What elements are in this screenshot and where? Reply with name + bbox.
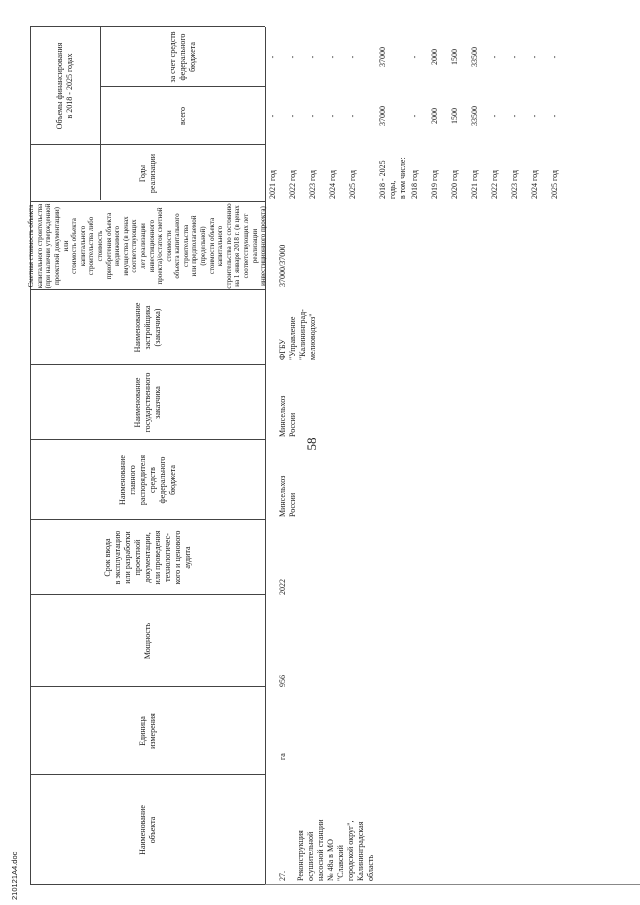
header-developer: Наименование застройщика (заказчика) (132, 302, 162, 353)
prev-row-federal: - (288, 55, 297, 59)
item-row-federal: - (530, 55, 539, 59)
item-developer: ФГБУ "Управление "Калининград- мелиоводхоз" (278, 309, 317, 360)
item-row-year: 2025 год (550, 170, 559, 199)
prev-row-total: - (308, 114, 317, 118)
item-row-total: - (510, 114, 519, 118)
prev-row-year: 2025 год (348, 170, 357, 199)
prev-row-federal: - (328, 55, 337, 59)
item-object-name: Реконструкция осушительной насосной станции № 48а в МО "Славский городской округ", Калининградская область (296, 819, 375, 881)
item-row-year: 2024 год (530, 170, 539, 199)
item-row-federal: 1500 (450, 49, 459, 65)
item-row-year: 2019 год (430, 170, 439, 199)
item-row-total: - (490, 114, 499, 118)
item-row-federal: - (510, 55, 519, 59)
item-unit: га (278, 753, 287, 760)
body-left-border (265, 884, 640, 885)
item-row-federal: - (550, 55, 559, 59)
prev-row-year: 2022 год (288, 170, 297, 199)
item-row-year: 2018 - 2025 годы, в том числе: (378, 157, 407, 199)
file-name-footer: 210121А4.doc (10, 851, 19, 900)
header-bottom-border (265, 27, 266, 885)
item-budget-manager: Минсельхоз России (278, 475, 297, 517)
item-row-federal: - (490, 55, 499, 59)
header-funding-total: всего (177, 107, 187, 126)
prev-row-total: - (268, 114, 277, 118)
prev-row-federal: - (348, 55, 357, 59)
item-row-year: 2022 год (490, 170, 499, 199)
header-deadline: Срок ввода в эксплуатацию или разработки проектной документации, или проведения технологичес- кого и ценового аудита (102, 530, 192, 585)
prev-row-year: 2024 год (328, 170, 337, 199)
item-row-total: 2000 (430, 108, 439, 124)
item-number: 27. (278, 871, 287, 881)
header-estimate-cost: Сметная стоимость объекта капитального строительства (при наличии утвержденной проектной документации) или стоимость объекта капитального строительства либо стоимость приобретения объекта недвижимого имущества (в ценах соответствующих лет реализации инвестиционного проекта)/остаток сметной стоимости объекта капитального строительства или предполагаемой (предельной) стоимости объекта капитального строительства по состоянию на 1 января 2018 г. (в ценах соответствующих лет реализации инвестиционного проекта) (27, 203, 268, 289)
header-years: Годы реализации (137, 153, 157, 194)
item-capacity: 956 (278, 675, 287, 687)
item-row-year: 2020 год (450, 170, 459, 199)
item-row-year: 2023 год (510, 170, 519, 199)
item-row-total: 37000 (378, 106, 387, 126)
item-row-year: 2021 год (470, 170, 479, 199)
prev-row-total: - (288, 114, 297, 118)
item-row-federal: 37000 (378, 47, 387, 67)
item-row-federal: 2000 (430, 49, 439, 65)
item-estimate-cost: 37000/37000 (278, 244, 287, 287)
item-row-federal: 33500 (470, 47, 479, 67)
prev-row-total: - (328, 114, 337, 118)
item-state-customer: Минсельхоз России (278, 395, 297, 437)
item-row-total: - (530, 114, 539, 118)
header-funding-federal: за счет средств федерального бюджета (167, 31, 197, 83)
prev-row-federal: - (268, 55, 277, 59)
prev-row-year: 2023 год (308, 170, 317, 199)
header-capacity: Мощность (142, 622, 152, 660)
prev-row-year: 2021 год (268, 170, 277, 199)
page-number: 58 (304, 437, 319, 451)
item-row-total: 33500 (470, 106, 479, 126)
header-object-name: Наименование объекта (137, 805, 157, 855)
item-row-federal: - (410, 55, 419, 59)
prev-row-federal: - (308, 55, 317, 59)
item-row-year: 2018 год (410, 170, 419, 199)
item-row-total: 1500 (450, 108, 459, 124)
header-budget-manager: Наименование главного распорядителя средств федерального бюджета (117, 454, 177, 506)
item-deadline: 2022 (278, 579, 287, 595)
header-funding: Объемы финансирования в 2018 - 2025 годах (55, 42, 74, 130)
item-row-total: - (410, 114, 419, 118)
prev-row-total: - (348, 114, 357, 118)
item-row-total: - (550, 114, 559, 118)
header-state-customer: Наименование государственного заказчика (132, 372, 162, 433)
header-unit: Единица измерения (137, 713, 157, 749)
